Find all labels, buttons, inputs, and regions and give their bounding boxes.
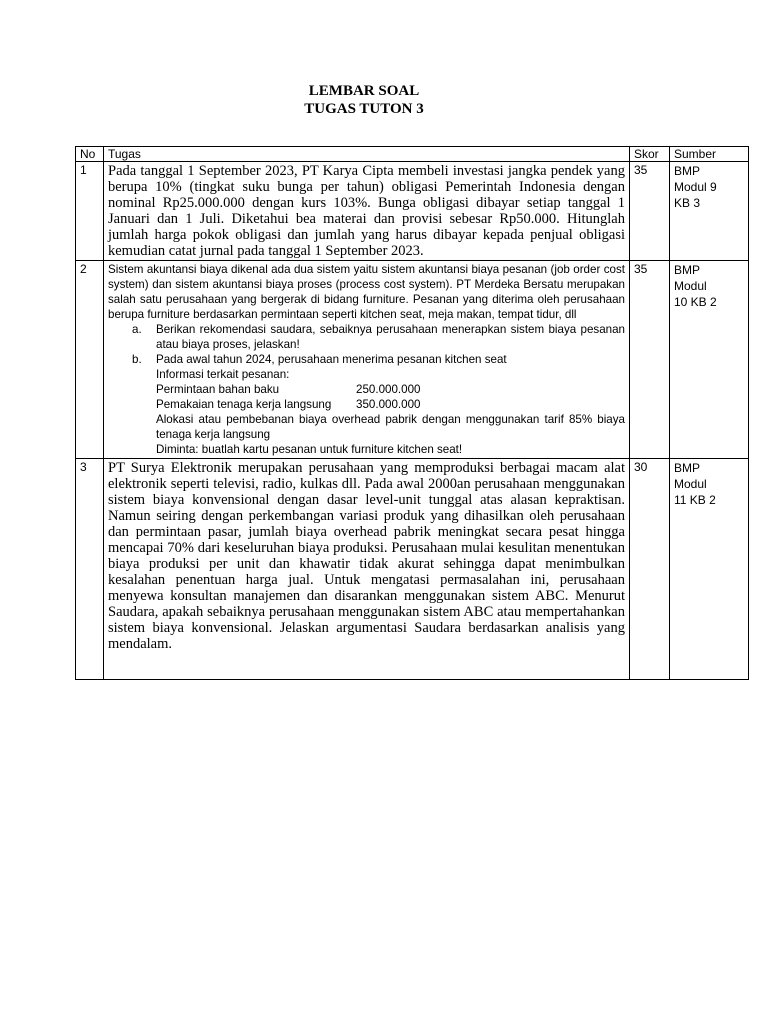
task-score: 35 [630,162,670,261]
asked-text: Diminta: buatlah kartu pesanan untuk furniture kitchen seat! [156,443,463,456]
task-source [670,459,749,680]
sub-question-a [132,322,625,352]
source-line: BMP [674,263,701,277]
row-number: 1 [76,162,104,261]
info-title: Informasi terkait pesanan: [156,368,290,381]
header-score: Skor [630,147,670,162]
task-table [75,146,749,680]
task-score: 30 [630,459,670,680]
table-header-row [76,147,749,162]
table-row [76,459,749,680]
info-value: 350.000.000 [356,398,421,411]
source-line: BMP [674,164,701,178]
task-text: PT Surya Elektronik merupakan perusahaan yang memproduksi berbagai macam alat elektronik seperti televisi, radio, kulkas dll. Pada awal 2000an perusahaan menggunakan sistem biaya konvensional dengan dasar level-unit tunggal atas alasan kepraktisan. Namun seiring dengan perkembangan variasi produk yang dihasilkan oleh perusahaan dan permintaan pasar, jumlah biaya overhead pabrik meningkat secara pesat hingga mencapai 70% dari keseluruhan biaya produksi. Perusahaan mulai kesulitan menentukan biaya produksi per unit dan khawatir tidak akurat sehingga dapat menimbulkan kesalahan penentuan harga jual. Untuk mengatasi permasalahan ini, perusahaan menyewa konsultan manajemen dan disarankan menggunakan sistem ABC. Menurut Saudara, apakah sebaiknya perusahaan menggunakan sistem ABC atau mempertahankan sistem biaya konvensional. Jelaskan argumentasi Saudara berdasarkan analisis yang mendalam. [104,459,630,680]
info-value: 250.000.000 [356,383,421,396]
sub-question-b [132,352,625,367]
task-source [670,261,749,459]
document-subtitle: TUGAS TUTON 3 [304,101,424,117]
source-line: 11 KB 2 [674,493,716,507]
source-line: 10 KB 2 [674,295,717,309]
table-row [76,261,749,459]
order-info [156,367,625,457]
task-score: 35 [630,261,670,459]
header-task: Tugas [104,147,630,162]
allocation-text: Alokasi atau pembebanan biaya overhead pabrik dengan menggunakan tarif 85% biaya tenaga kerja langsung [156,413,625,441]
source-line: Modul [674,279,707,293]
task-intro: Sistem akuntansi biaya dikenal ada dua sistem yaitu sistem akuntansi biaya pesanan (job order cost system) dan sistem akuntansi biaya proses (process cost system). PT Merdeka Bersatu merupakan salah satu perusahaan yang bergerak di bidang furniture. Pesanan yang diterima oleh perusahaan berupa furniture berdasarkan permintaan seperti kitchen seat, meja makan, tempat tidur, dll [108,263,625,321]
table-row [76,162,749,261]
sub-question-text: Pada awal tahun 2024, perusahaan menerima pesanan kitchen seat [156,353,507,366]
row-number: 2 [76,261,104,459]
sub-question-label: a. [132,323,142,336]
sub-question-label: b. [132,353,142,366]
header-source: Sumber [670,147,749,162]
info-item [156,397,625,412]
info-item [156,382,625,397]
info-label: Permintaan bahan baku [156,383,280,396]
header-no: No [76,147,104,162]
document-title: LEMBAR SOAL [308,83,420,99]
source-line: Modul 9 [674,180,717,194]
source-line: BMP [674,461,701,475]
task-source [670,162,749,261]
info-label: Pemakaian tenaga kerja langsung [156,398,332,411]
task-content [104,261,630,459]
source-line: Modul [674,477,707,491]
source-line: KB 3 [674,196,701,210]
task-text: Pada tanggal 1 September 2023, PT Karya Cipta membeli investasi jangka pendek yang berupa 10% (tingkat suku bunga per tahun) obligasi Pemerintah Indonesia dengan nominal Rp25.000.000 dengan kurs 103%. Bunga obligasi dibayar setiap tanggal 1 Januari dan 1 Juli. Diketahui bea materai dan provisi sebesar Rp50.000. Hitunglah jumlah harga pokok obligasi dan jumlah yang harus dibayar kepada penjual obligasi kemudian catat jurnal pada tanggal 1 September 2023. [104,162,630,261]
row-number: 3 [76,459,104,680]
sub-question-text: Berikan rekomendasi saudara, sebaiknya perusahaan menerapkan sistem biaya pesanan atau biaya proses, jelaskan! [156,323,625,351]
